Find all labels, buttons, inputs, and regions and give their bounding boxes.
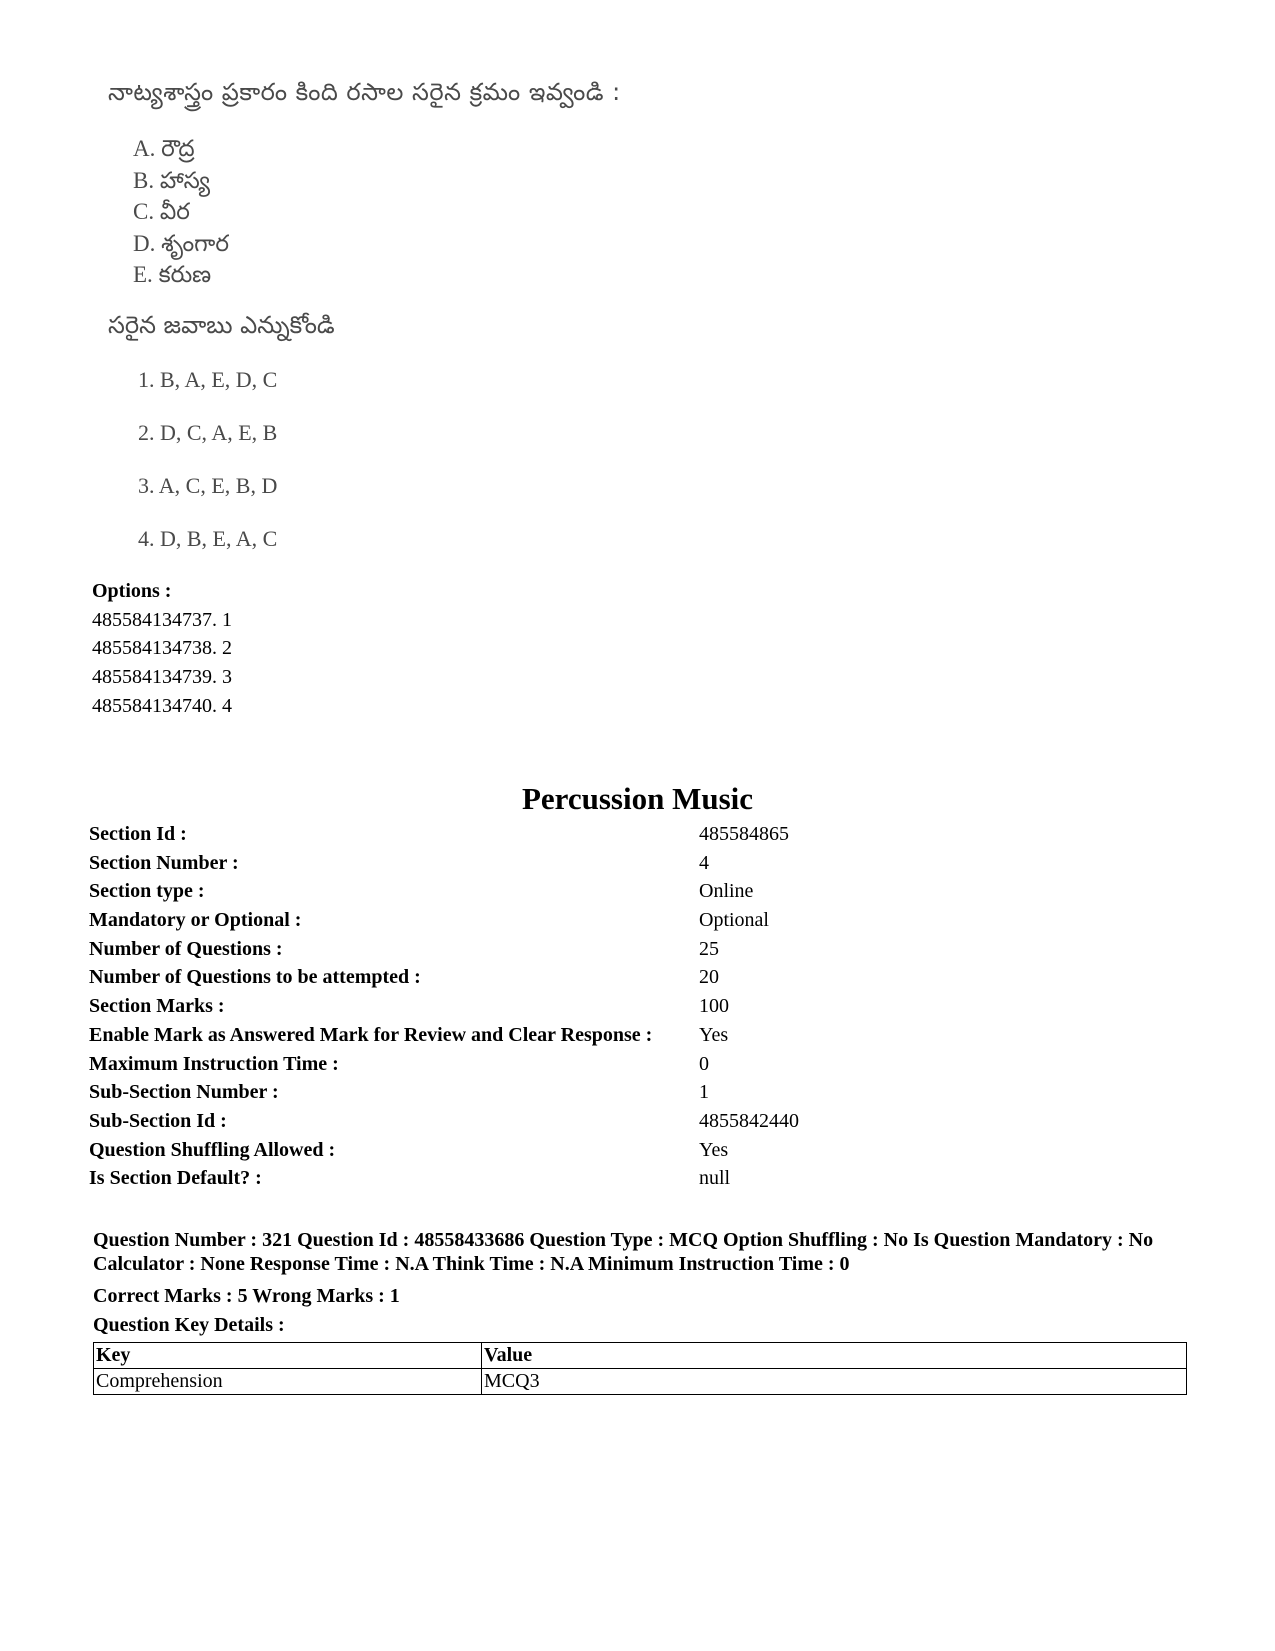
row-label: Mandatory or Optional :: [89, 909, 302, 932]
item-text: హాస్య: [159, 167, 211, 194]
row-value: Optional: [699, 909, 769, 932]
row-value: 1: [699, 1081, 709, 1104]
option-item: 485584134738. 2: [92, 637, 232, 660]
table-header-row: [94, 1343, 1187, 1369]
answer-choices: [138, 365, 277, 577]
row-value: Online: [699, 880, 754, 903]
column-header: Value: [482, 1343, 1187, 1369]
question-meta: Question Number : 321 Question Id : 48558433686 Question Type : MCQ Option Shuffling : No Is Question Mandatory : No Calculator : None Response Time : N.A Think Time : N.A Minimum Instruction Time : 0: [93, 1229, 1154, 1275]
row-value: 100: [699, 995, 729, 1018]
row-value: 4855842440: [699, 1109, 799, 1132]
answer-choice: 1. B, A, E, D, C: [138, 367, 278, 392]
row-value: Yes: [699, 1138, 729, 1161]
row-value: Yes: [699, 1023, 729, 1046]
item-letter: E.: [133, 262, 153, 287]
row-label: Sub-Section Id :: [89, 1109, 227, 1132]
row-value: null: [699, 1167, 731, 1190]
row-value: 20: [699, 966, 719, 989]
section-row: [89, 963, 1089, 992]
row-label: Section type :: [89, 880, 205, 903]
item-letter: A.: [133, 136, 156, 161]
row-value: 485584865: [699, 823, 789, 845]
rasa-list: [133, 133, 229, 291]
row-label: Number of Questions to be attempted :: [89, 966, 421, 989]
list-item: [133, 165, 229, 197]
list-item: [133, 228, 229, 260]
list-item: [133, 196, 229, 228]
row-label: Number of Questions :: [89, 937, 283, 960]
option-item: 485584134737. 1: [92, 608, 232, 631]
options-block: [92, 577, 232, 721]
section-row: [89, 849, 1089, 878]
section-title: Percussion Music: [521, 781, 754, 816]
section-details: [89, 820, 1089, 1193]
item-letter: C.: [133, 199, 155, 224]
row-label: Maximum Instruction Time :: [89, 1052, 339, 1075]
section-row: [89, 877, 1089, 906]
item-text: కరుణ: [158, 262, 212, 288]
section-row: [89, 935, 1089, 964]
choose-answer-prompt: సరైన జవాబు ఎన్నుకోండి: [108, 311, 335, 339]
answer-choice: 3. A, C, E, B, D: [138, 473, 278, 498]
row-label: Section Id :: [89, 823, 187, 845]
column-header: Key: [94, 1343, 482, 1369]
row-label: Section Number :: [89, 851, 239, 874]
table-row: [94, 1369, 1187, 1395]
question-marks: Correct Marks : 5 Wrong Marks : 1: [93, 1285, 400, 1307]
table-cell: Comprehension: [94, 1369, 482, 1395]
row-label: Section Marks :: [89, 995, 225, 1018]
item-letter: D.: [133, 230, 156, 256]
answer-choice: 4. D, B, E, A, C: [138, 526, 278, 551]
row-value: 4: [699, 851, 709, 874]
list-item: [133, 259, 229, 291]
row-value: 25: [699, 937, 719, 960]
row-label: Sub-Section Number :: [89, 1081, 279, 1104]
key-table: [93, 1342, 1187, 1395]
item-text: వీర: [159, 199, 190, 225]
row-label: Is Section Default? :: [89, 1167, 262, 1190]
section-row: [89, 1050, 1089, 1079]
section-row: [89, 820, 1089, 849]
section-row: [89, 1136, 1089, 1165]
section-row: [89, 1021, 1089, 1050]
answer-choice: 2. D, C, A, E, B: [138, 420, 278, 445]
list-item: [133, 133, 229, 165]
options-heading: Options :: [92, 580, 172, 602]
item-letter: B.: [133, 167, 155, 193]
question-key-heading: Question Key Details :: [93, 1314, 285, 1336]
section-row: [89, 1164, 1089, 1193]
row-value: 0: [699, 1052, 709, 1075]
section-row: [89, 906, 1089, 935]
section-row: [89, 1107, 1089, 1136]
row-label: Enable Mark as Answered Mark for Review and Clear Response :: [89, 1023, 653, 1046]
row-label: Question Shuffling Allowed :: [89, 1138, 336, 1161]
option-item: 485584134739. 3: [92, 666, 232, 689]
section-row: [89, 1078, 1089, 1107]
option-item: 485584134740. 4: [92, 694, 232, 717]
item-text: రౌద్ర: [161, 136, 195, 162]
item-text: శృంగార: [161, 230, 229, 257]
table-cell: MCQ3: [482, 1369, 1187, 1395]
section-row: [89, 992, 1089, 1021]
question-prompt: నాట్యశాస్త్రం ప్రకారం కింది రసాల సరైన క్రమం ఇవ్వండి :: [108, 78, 621, 106]
